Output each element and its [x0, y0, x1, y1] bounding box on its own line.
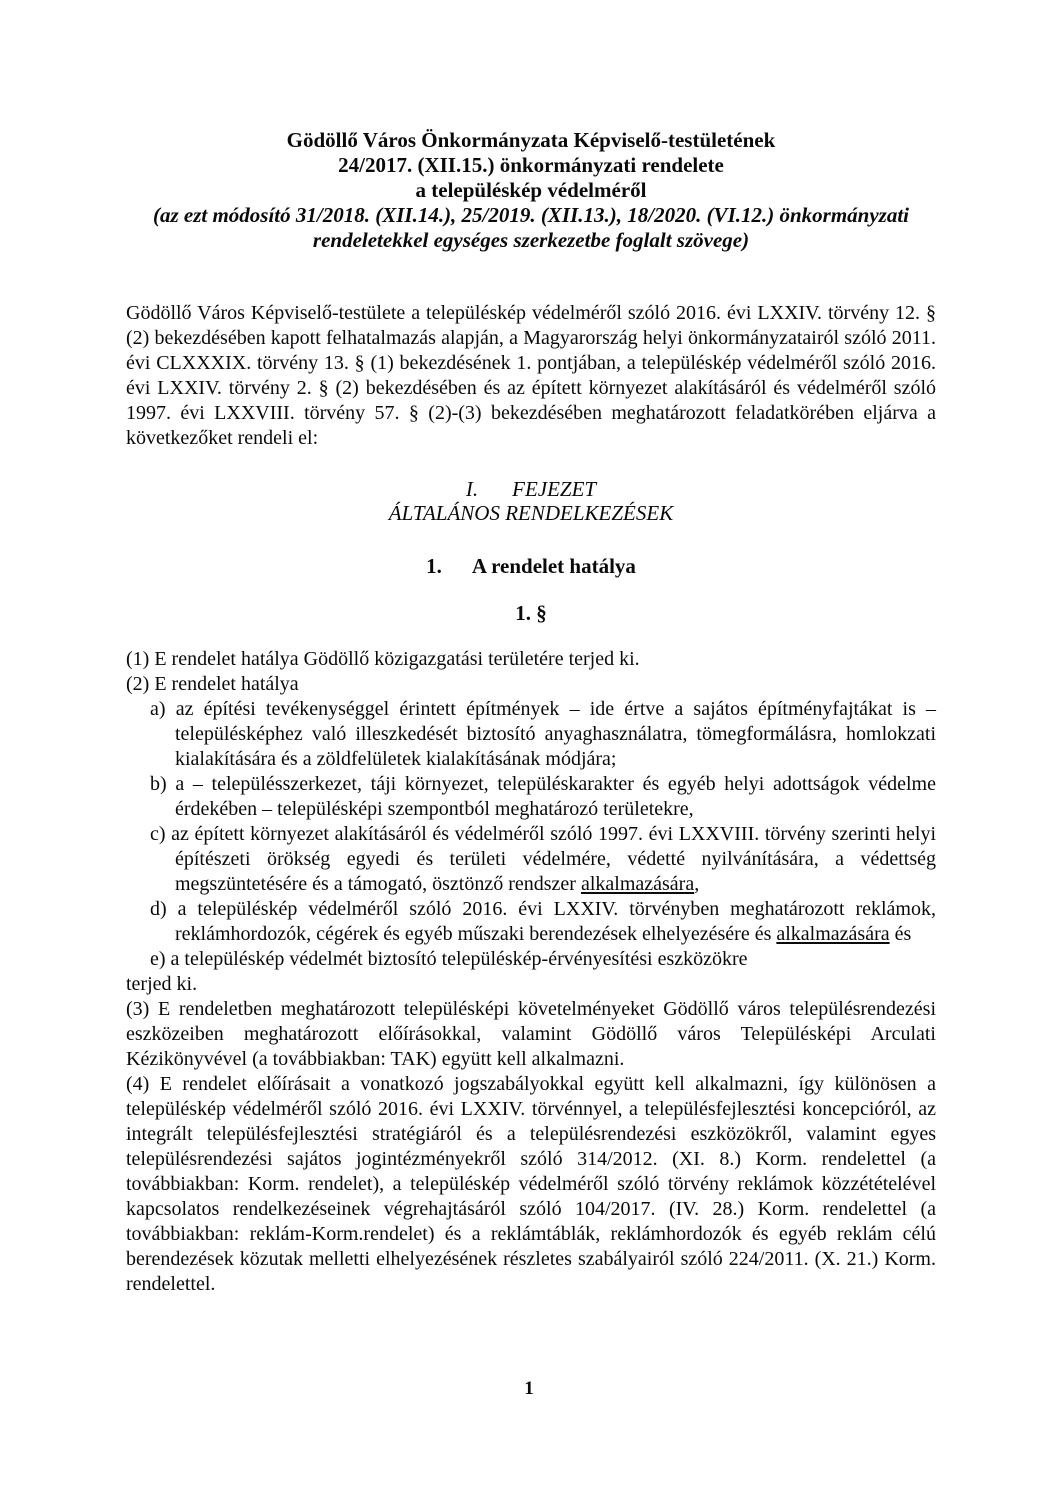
- list-text-b: a – településszerkezet, táji környezet, településkarakter és egyéb helyi adottságok védelme érdekében – településképi szempontból meghatározó területekre,: [175, 773, 936, 820]
- list-text-c-underlined: alkalmazására: [580, 873, 695, 895]
- section-number: 1.: [426, 554, 442, 578]
- section-heading: [126, 554, 936, 578]
- chapter-heading-line1: [126, 477, 936, 501]
- paragraph-2-closing: terjed ki.: [126, 973, 198, 995]
- list-item-d: [126, 897, 936, 947]
- list-marker-a: a): [150, 698, 166, 720]
- list-marker-b: b): [150, 773, 167, 795]
- paragraph-2-intro: (2) E rendelet hatálya: [126, 673, 299, 695]
- paragraph-4: (4) E rendelet előírásait a vonatkozó jogszabályokkal együtt kell alkalmazni, így különösen a településkép védelméről szóló 2016. évi LXXIV. törvénnyel, a településfejlesztési koncepcióról, az integrált településfejlesztési stratégiáról és a településrendezési eszközökről, valamint egyes településrendezési sajátos jogintézményekről szóló 314/2012. (XI. 8.) Korm. rendelettel (a továbbiakban: Korm. rendelet), a településkép védelméről szóló törvény reklámok közzétételével kapcsolatos rendelkezéseinek végrehajtásáról szóló 104/2017. (IV. 28.) Korm. rendelettel (a továbbiakban: reklám-Korm.rendelet) és a reklámtáblák, reklámhordozók és egyéb reklám célú berendezések közutak melletti elhelyezésének részletes szabályairól szóló 224/2011. (X. 21.) Korm. rendelettel.: [126, 1073, 936, 1295]
- paragraph-1: (1) E rendelet hatálya Gödöllő közigazgatási területére terjed ki.: [126, 648, 640, 670]
- chapter-subtitle: ÁLTALÁNOS RENDELKEZÉSEK: [388, 501, 674, 525]
- section-title: A rendelet hatálya: [471, 554, 636, 578]
- preamble-paragraph: Gödöllő Város Képviselő-testülete a településkép védelméről szóló 2016. évi LXXIV. törvény 12. § (2) bekezdésében kapott felhatalmazás alapján, a Magyarország helyi önkormányzatairól szóló 2011. évi CLXXXIX. törvény 13. § (1) bekezdésének 1. pontjában, a településkép védelméről szóló 2016. évi LXXIV. törvény 2. § (2) bekezdésében és az épített környezet alakításáról és védelméről szóló 1997. évi LXXVIII. törvény 57. § (2)-(3) bekezdésében meghatározott feladatkörében eljárva a következőket rendeli el:: [126, 302, 936, 449]
- list-item-b: [126, 772, 936, 822]
- list-item-e: [126, 947, 936, 972]
- chapter-number: I.: [465, 477, 479, 501]
- list-text-d: a településkép védelméről szóló 2016. évi LXXIV. törvényben meghatározott reklámok, reklámhordozók, cégérek és egyéb műszaki berendezések elhelyezésére és: [175, 898, 936, 945]
- list-text-c: az épített környezet alakításáról és védelméről szóló 1997. évi LXXVIII. törvény szerinti helyi építészeti örökség egyedi és területi védelmére, védetté nyilvánítására, a védettség megszüntetésére és a támogató, ösztönző rendszer: [171, 823, 937, 895]
- list-text-c-after: ,: [694, 873, 700, 895]
- article-body: [126, 647, 936, 1297]
- list-marker-e: e): [150, 948, 166, 970]
- article-heading: 1. §: [515, 601, 547, 625]
- chapter-heading: [126, 477, 936, 525]
- title-line-subject: a településkép védelméről: [415, 178, 647, 202]
- list-marker-c: c): [150, 823, 166, 845]
- list-marker-d: d): [150, 898, 167, 920]
- list-item-a: [126, 697, 936, 772]
- list-text-a: az építési tevékenységgel érintett építmények – ide értve a sajátos építményfajtákat is – településképhez való illeszkedését biztosító anyaghasználatra, tömegformálásra, homlokzati kialakítására és a zöldfelületek kialakításának módjára;: [175, 698, 936, 770]
- list-text-d-underlined: alkalmazására: [776, 923, 890, 945]
- title-line-authority: Gödöllő Város Önkormányzata Képviselő-testületének: [286, 128, 776, 152]
- paragraph-3: (3) E rendeletben meghatározott településképi követelményeket Gödöllő város településrendezési eszközeiben meghatározott előírásokkal, valamint Gödöllő város Településképi Arculati Kézikönyvével (a továbbiakban: TAK) együtt kell alkalmazni.: [126, 998, 936, 1070]
- document-title-block: [126, 128, 936, 253]
- list-item-c: [126, 822, 936, 897]
- list-text-d-after: és: [889, 923, 912, 945]
- page-number: 1: [524, 1378, 534, 1399]
- title-line-decree-number: 24/2017. (XII.15.) önkormányzati rendelete: [338, 153, 724, 177]
- chapter-label: FEJEZET: [512, 477, 597, 501]
- title-amendment-note: (az ezt módosító 31/2018. (XII.14.), 25/2019. (XII.13.), 18/2020. (VI.12.) önkormányzati rendeletekkel egységes szerkezetbe foglalt szövege): [152, 203, 910, 252]
- list-text-e: a településkép védelmét biztosító településkép-érvényesítési eszközökre: [170, 948, 748, 970]
